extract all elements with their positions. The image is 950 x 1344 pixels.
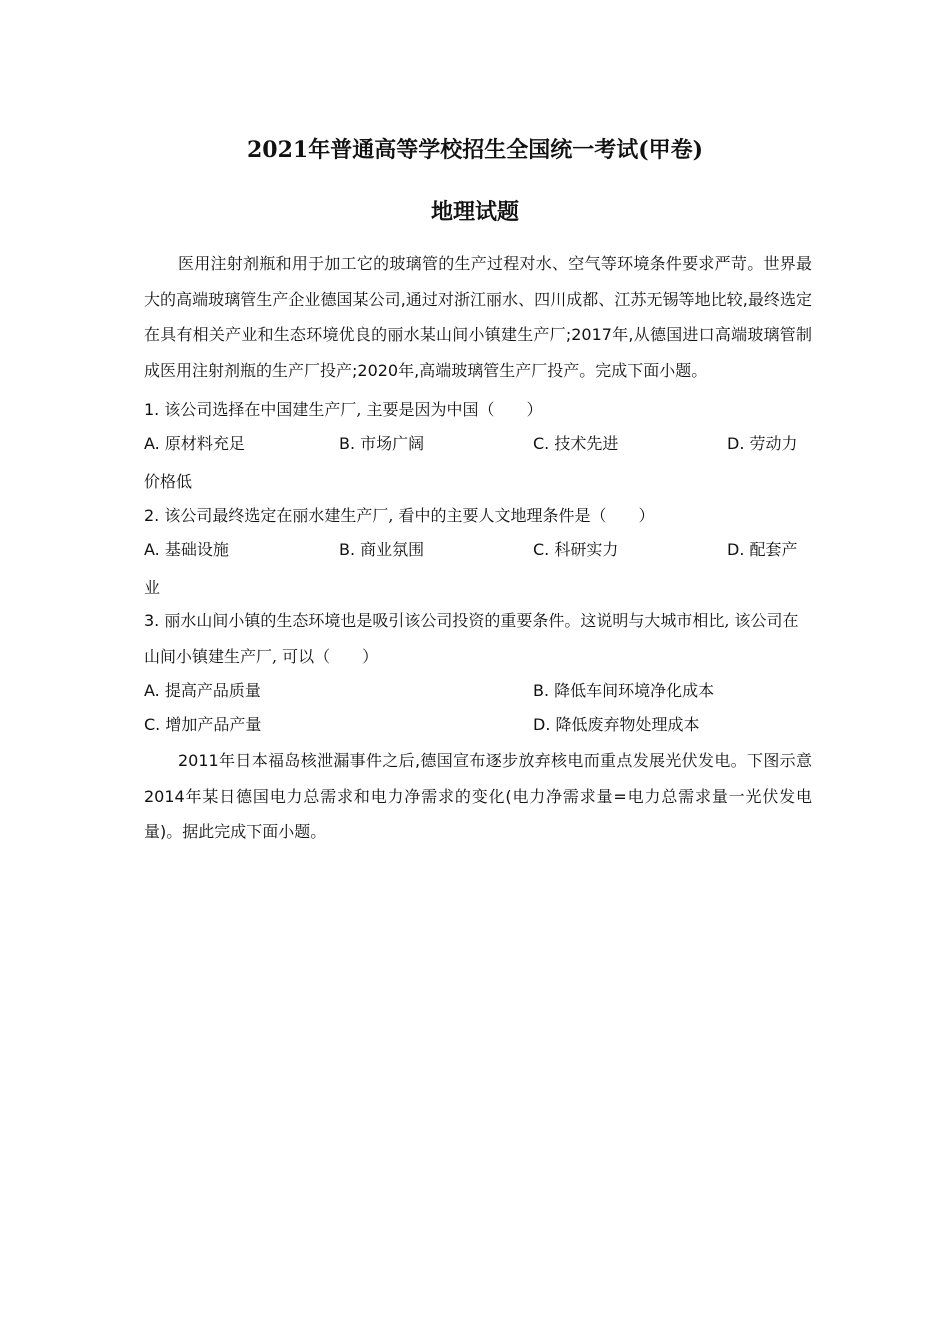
option-letter: C. [533, 540, 550, 559]
question-2-option-d-continued: 业 [144, 578, 161, 597]
option-letter: C. [533, 434, 550, 453]
question-number: 2. [144, 506, 160, 525]
question-text: 该公司最终选定在丽水建生产厂, 看中的主要人文地理条件是（ ） [164, 506, 655, 525]
option-text: 技术先进 [554, 434, 619, 453]
question-2-stem [144, 498, 812, 534]
option-letter: D. [727, 434, 745, 453]
reading-passage-1: 医用注射剂瓶和用于加工它的玻璃管的生产过程对水、空气等环境条件要求严苛。世界最大的高端玻璃管生产企业德国某公司,通过对浙江丽水、四川成都、江苏无锡等地比较,最终选定在具有相关产业和生态环境优良的丽水某山间小镇建生产厂;2017年,从德国进口高端玻璃管制成医用注射剂瓶的生产厂投产;2020年,高端玻璃管生产厂投产。完成下面小题。 [144, 254, 812, 380]
option-text: 原材料充足 [164, 434, 245, 453]
option-letter: D. [533, 715, 551, 734]
question-2-option-a [144, 538, 229, 562]
option-text: 科研实力 [554, 540, 619, 559]
question-3-stem [144, 603, 812, 674]
option-text: 基础设施 [164, 540, 229, 559]
question-text: 丽水山间小镇的生态环境也是吸引该公司投资的重要条件。这说明与大城市相比, 该公司在山间小镇建生产厂, 可以（ ） [144, 611, 799, 666]
option-text: 商业氛围 [360, 540, 425, 559]
question-1-option-d-continued: 价格低 [144, 472, 193, 491]
question-3-option-a [144, 679, 261, 703]
question-text: 该公司选择在中国建生产厂, 主要是因为中国（ ） [164, 400, 543, 419]
question-3-option-d [533, 713, 700, 737]
question-number: 1. [144, 400, 160, 419]
option-text: 增加产品产量 [165, 715, 262, 734]
option-text: 提高产品质量 [164, 681, 261, 700]
option-text: 降低车间环境净化成本 [554, 681, 715, 700]
option-text: 降低废弃物处理成本 [555, 715, 700, 734]
reading-passage-2: 2011年日本福岛核泄漏事件之后,德国宣布逐步放弃核电而重点发展光伏发电。下图示意2014年某日德国电力总需求和电力净需求的变化(电力净需求量=电力总需求量一光伏发电量)。据此完成下面小题。 [144, 751, 812, 841]
question-3-option-b [533, 679, 714, 703]
question-1-option-d [727, 432, 798, 456]
option-letter: A. [144, 434, 160, 453]
question-2-option-d [727, 538, 798, 562]
exam-subtitle: 地理试题 [430, 199, 519, 225]
question-1-option-b [339, 432, 424, 456]
option-letter: D. [727, 540, 745, 559]
question-2-option-c [533, 538, 618, 562]
option-letter: B. [339, 434, 356, 453]
question-number: 3. [144, 611, 160, 630]
question-1-option-c [533, 432, 618, 456]
option-letter: B. [339, 540, 356, 559]
option-letter: C. [144, 715, 161, 734]
option-text: 劳动力 [749, 434, 798, 453]
question-2-option-b [339, 538, 424, 562]
question-1-option-a [144, 432, 245, 456]
option-letter: B. [533, 681, 550, 700]
question-1-stem [144, 392, 812, 428]
option-text: 配套产 [749, 540, 798, 559]
question-3-option-c [144, 713, 261, 737]
exam-title: 2021年普通高等学校招生全国统一考试(甲卷) [246, 137, 704, 163]
option-letter: A. [144, 681, 160, 700]
option-letter: A. [144, 540, 160, 559]
option-text: 市场广阔 [360, 434, 425, 453]
